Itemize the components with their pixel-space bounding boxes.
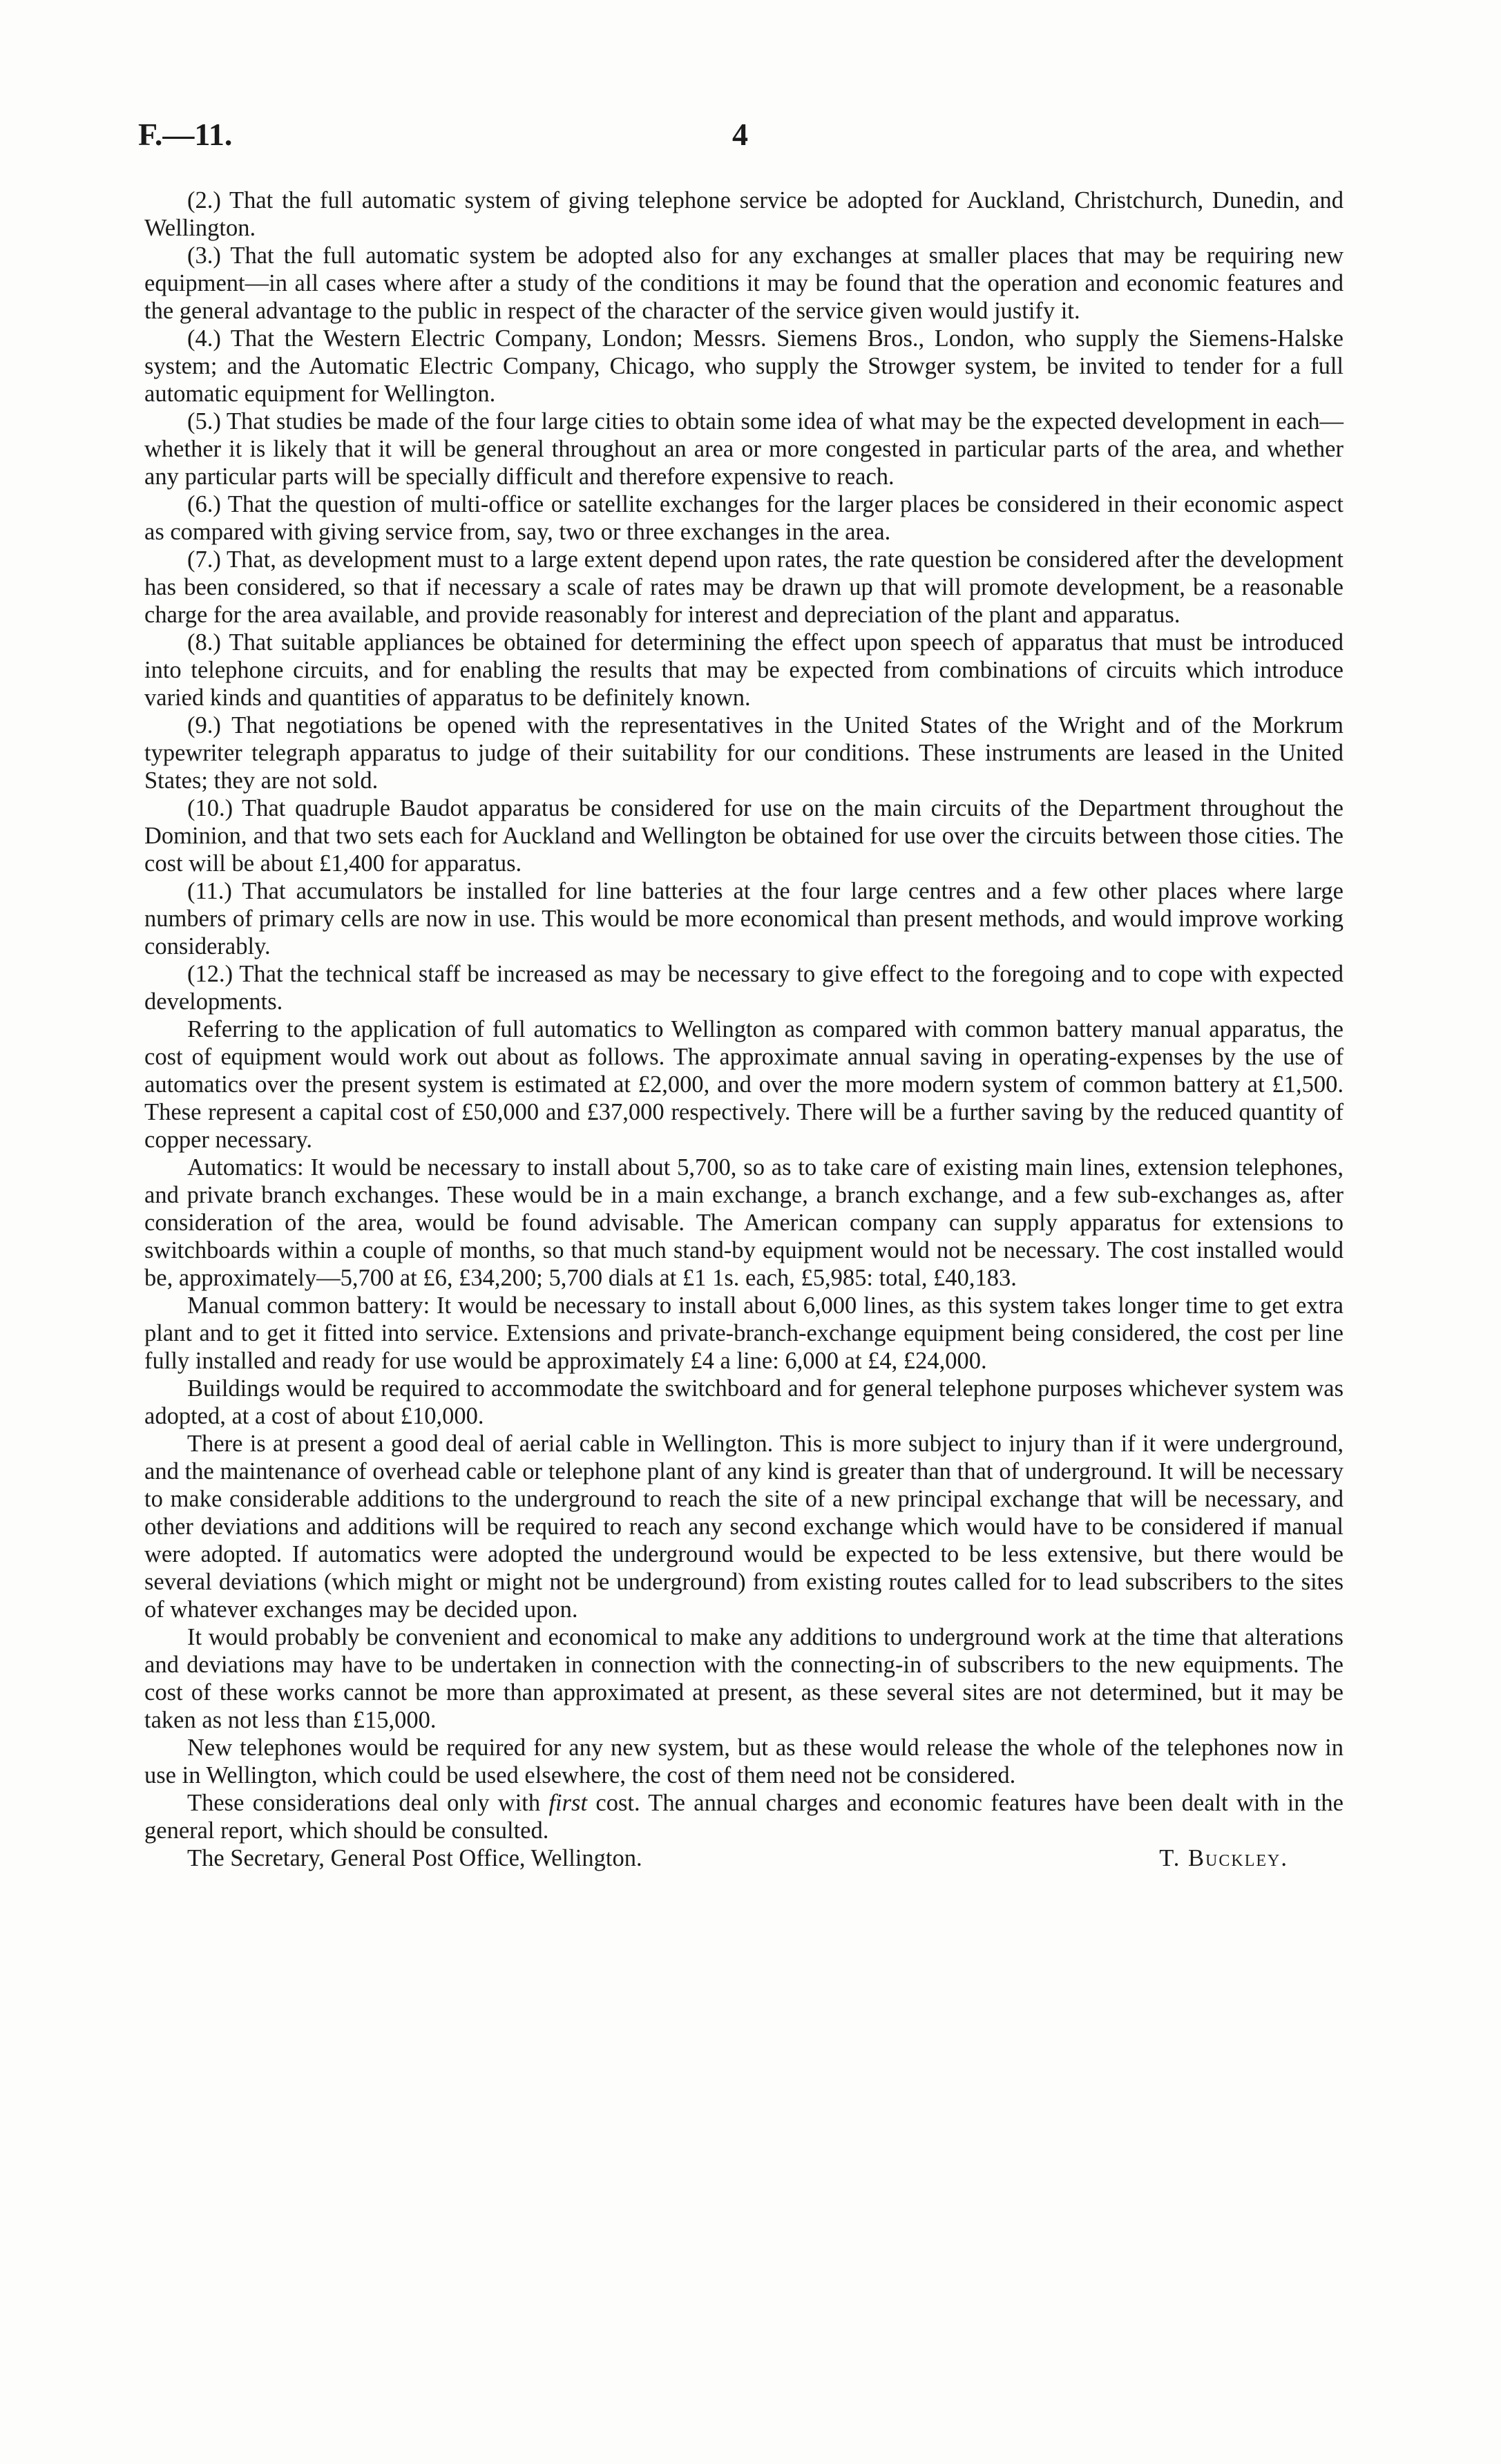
paragraph: (12.) That the technical staff be increased as may be necessary to give effect to the foregoing and to cope with expected developments.: [144, 961, 1344, 1015]
paragraph: There is at present a good deal of aerial cable in Wellington. This is more subject to injury than if it were underground, and the maintenance of overhead cable or telephone plant of any kind is greater than that of underground. It will be necessary to make considerable additions to the underground to reach the site of a new principal exchange that will be necessary, and other deviations and additions will be required to reach any second exchange which would have to be considered if manual were adopted. If automatics were adopted the underground would be expected to be less extensive, but there would be several deviations (which might or might not be underground) from existing routes called for to lead subscribers to the sites of whatever exchanges may be decided upon.: [144, 1431, 1344, 1623]
paragraph: It would probably be convenient and economical to make any additions to underground work at the time that alterations and deviations may have to be undertaken in connection with the connecting-in of subscribers to the new equipments. The cost of these works cannot be more than approximated at present, as these several sites are not determined, but it may be taken as not less than £15,000.: [144, 1624, 1344, 1733]
paragraph: (9.) That negotiations be opened with the representatives in the United States of the Wright and of the Morkrum typewriter telegraph apparatus to judge of their suitability for our conditions. These instruments are leased in the United States; they are not sold.: [144, 712, 1344, 794]
signature-line: [144, 1844, 1344, 1872]
paragraph: (6.) That the question of multi-office or satellite exchanges for the larger places be considered in their economic aspect as compared with giving service from, say, two or three exchanges in the area.: [144, 491, 1344, 545]
paragraph: (8.) That suitable appliances be obtained for determining the effect upon speech of apparatus that must be introduced into telephone circuits, and for enabling the results that may be expected from combinations of circuits which introduce varied kinds and quantities of apparatus to be definitely known.: [144, 629, 1344, 711]
paragraph: (3.) That the full automatic system be adopted also for any exchanges at smaller places that may be requiring new equipment—in all cases where after a study of the conditions it may be found that the operation and economic features and the general advantage to the public in respect of the character of the service given would justify it.: [144, 242, 1344, 324]
paragraph: Automatics: It would be necessary to install about 5,700, so as to take care of existing main lines, extension telephones, and private branch exchanges. These would be in a main exchange, a branch exchange, and a few sub-exchanges as, after consideration of the area, would be found advisable. The American company can supply apparatus for extensions to switchboards within a couple of months, so that much stand-by equipment would not be necessary. The cost installed would be, approximately—5,700 at £6, £34,200; 5,700 dials at £1 1s. each, £5,985: total, £40,183.: [144, 1154, 1344, 1291]
closing-text-end: cost. The annual charges and economic features have been dealt with in the general report, which should be consulted.: [144, 1790, 1344, 1844]
paragraph: (5.) That studies be made of the four large cities to obtain some idea of what may be the expected development in each—whether it is likely that it will be general throughout an area or more congested in particular parts of the area, and whether any particular parts will be specially difficult and therefore expensive to reach.: [144, 408, 1344, 490]
paragraph: (10.) That quadruple Baudot apparatus be considered for use on the main circuits of the Department throughout the Dominion, and that two sets each for Auckland and Wellington be obtained for use over the circuits between those cities. The cost will be about £1,400 for apparatus.: [144, 795, 1344, 877]
paragraph: (7.) That, as development must to a large extent depend upon rates, the rate question be considered after the development has been considered, so that if necessary a scale of rates may be drawn up that will promote development, be a reasonable charge for the area available, and provide reasonably for interest and depreciation of the plant and apparatus.: [144, 546, 1344, 628]
signer-name: T. Buckley.: [1159, 1845, 1288, 1871]
paragraph: Manual common battery: It would be necessary to install about 6,000 lines, as this system takes longer time to get extra plant and to get it fitted into service. Extensions and private-branch-exchange equipment being considered, the cost per line fully installed and ready for use would be approximately £4 a line: 6,000 at £4, £24,000.: [144, 1292, 1344, 1374]
page-header: [138, 116, 1347, 157]
document-body: [144, 187, 1344, 1872]
closing-emphasis: first: [548, 1790, 588, 1816]
closing-paragraph: [144, 1789, 1344, 1844]
page-number: 4: [732, 117, 748, 152]
paragraph: (11.) That accumulators be installed for line batteries at the four large centres and a few other places where large numbers of primary cells are now in use. This would be more economical than present methods, and would improve working considerably.: [144, 878, 1344, 959]
document-code: F.—11.: [138, 117, 233, 152]
paragraph: (2.) That the full automatic system of giving telephone service be adopted for Auckland, Christchurch, Dunedin, and Wellington.: [144, 187, 1344, 241]
addressee: The Secretary, General Post Office, Wellington.: [187, 1845, 642, 1871]
closing-text-start: These considerations deal only with: [187, 1790, 549, 1816]
paragraph: Buildings would be required to accommodate the switchboard and for general telephone purposes whichever system was adopted, at a cost of about £10,000.: [144, 1375, 1344, 1429]
paragraph: (4.) That the Western Electric Company, London; Messrs. Siemens Bros., London, who supply the Siemens-Halske system; and the Automatic Electric Company, Chicago, who supply the Strowger system, be invited to tender for a full automatic equipment for Wellington.: [144, 325, 1344, 407]
paragraph: Referring to the application of full automatics to Wellington as compared with common battery manual apparatus, the cost of equipment would work out about as follows. The approximate annual saving in operating-expenses by the use of automatics over the present system is estimated at £2,000, and over the more modern system of common battery at £1,500. These represent a capital cost of £50,000 and £37,000 respectively. There will be a further saving by the reduced quantity of copper necessary.: [144, 1016, 1344, 1153]
paragraph: New telephones would be required for any new system, but as these would release the whole of the telephones now in use in Wellington, which could be used elsewhere, the cost of them need not be considered.: [144, 1735, 1344, 1788]
